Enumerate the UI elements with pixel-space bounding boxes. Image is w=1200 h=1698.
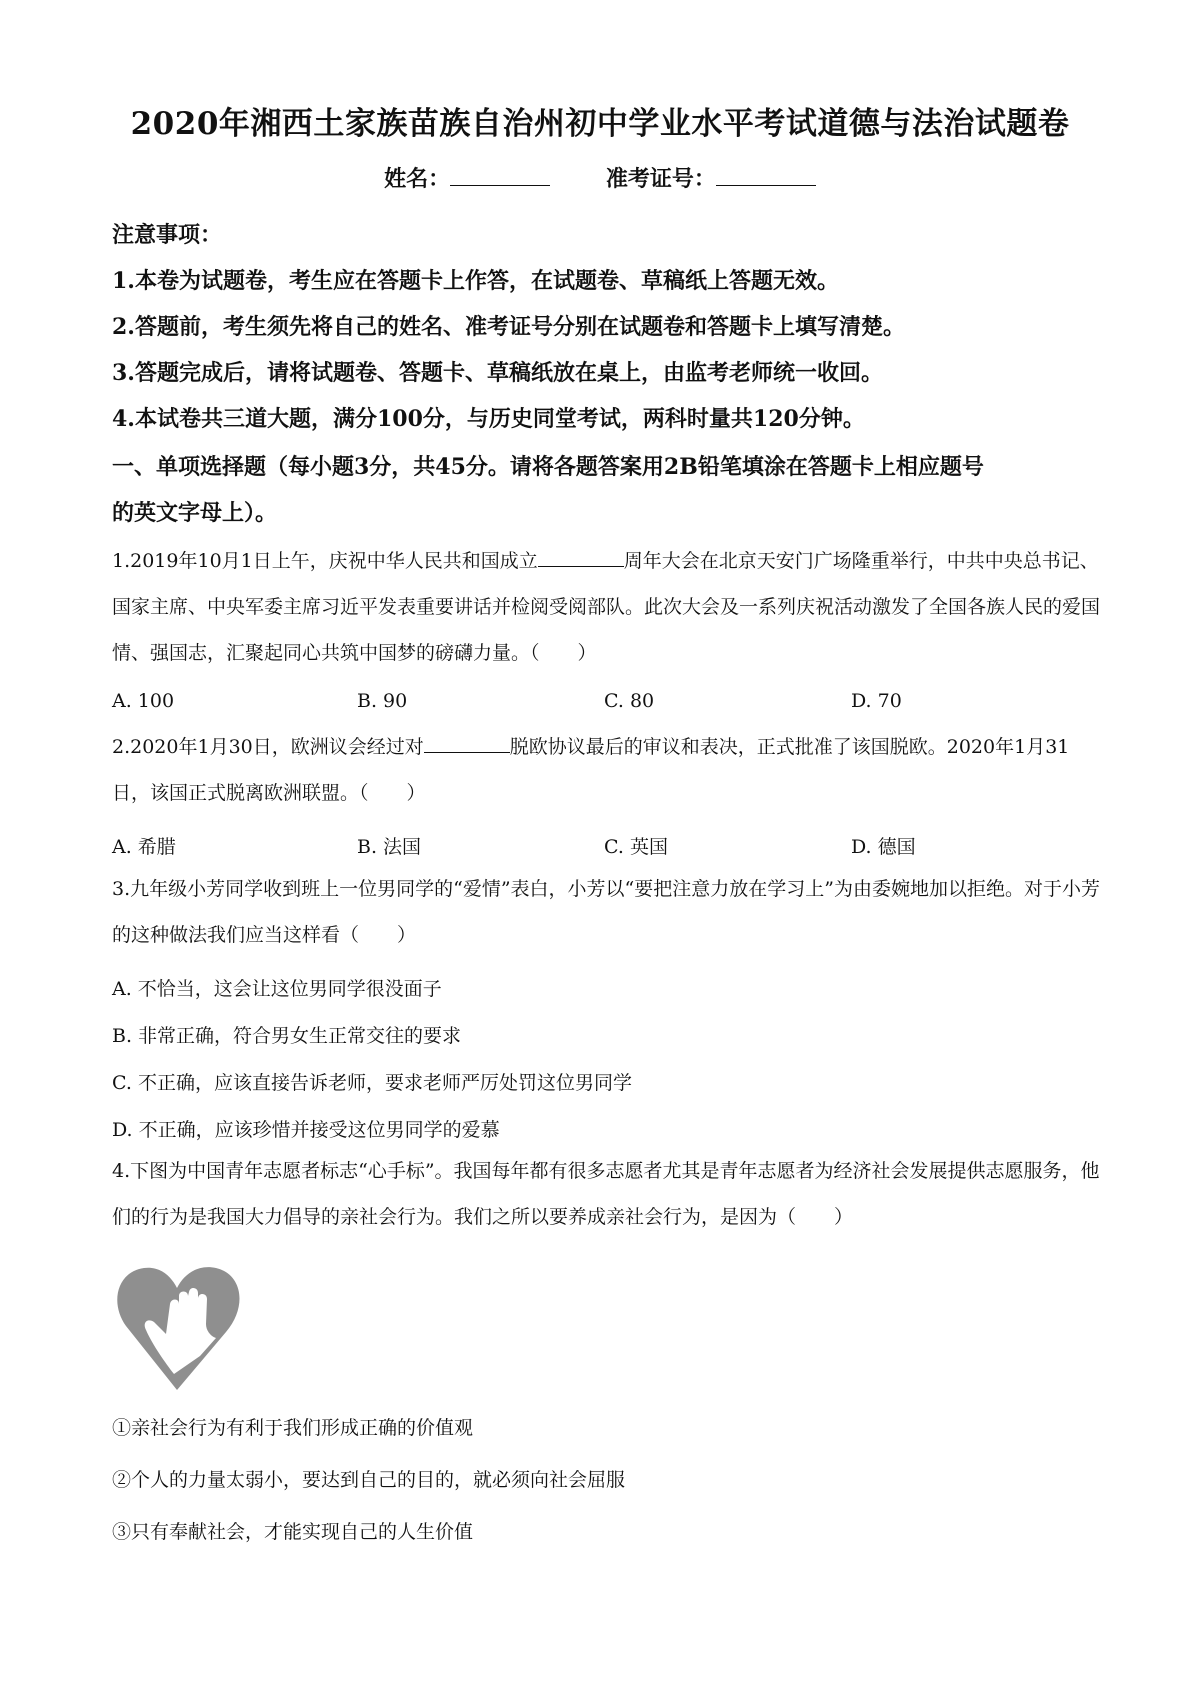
q3-option-c: C. 不正确，应该直接告诉老师，要求老师严厉处罚这位男同学: [112, 1072, 632, 1094]
q4-statement-1: ①亲社会行为有利于我们形成正确的价值观: [112, 1417, 474, 1439]
q1-blank: [538, 548, 624, 567]
q4-statement-3: ③只有奉献社会，才能实现自己的人生价值: [112, 1521, 474, 1543]
page-title: 2020年湘西土家族苗族自治州初中学业水平考试道德与法治试题卷: [130, 106, 1070, 142]
heart-hand-logo-icon: [108, 1256, 246, 1396]
q1-options: [112, 690, 1102, 720]
question-2: [112, 724, 1102, 816]
name-label: 姓名：: [384, 166, 451, 192]
q2-option-d: D. 德国: [851, 836, 916, 858]
q2-text-end: 脱欧协议最后的审议和表决，正式批准了该国脱欧。2020年1月31日，该国正式脱离欧洲联盟。（ ）: [112, 736, 1070, 804]
q1-option-c: C. 80: [604, 690, 655, 712]
q2-blank: [424, 734, 510, 753]
q4-statement-2: ②个人的力量太弱小，要达到自己的目的，就必须向社会屈服: [112, 1469, 626, 1491]
note-item: 4.本试卷共三道大题，满分100分，与历史同堂考试，两科时量共120分钟。: [112, 406, 865, 432]
name-blank: [450, 165, 550, 186]
q3-option-a: A. 不恰当，这会让这位男同学很没面子: [112, 978, 442, 1000]
q3-option-d: D. 不正确，应该珍惜并接受这位男同学的爱慕: [112, 1119, 500, 1141]
q1-text-start: 1.2019年10月1日上午，庆祝中华人民共和国成立: [112, 550, 538, 572]
question-1: [112, 538, 1102, 676]
id-blank: [716, 165, 816, 186]
question-3: 3.九年级小芳同学收到班上一位男同学的“爱情”表白，小芳以“要把注意力放在学习上”为由委婉地加以拒绝。对于小芳的这种做法我们应当这样看（ ）: [112, 878, 1100, 946]
q2-option-c: C. 英国: [604, 836, 668, 858]
note-item: 3.答题完成后，请将试题卷、答题卡、草稿纸放在桌上，由监考老师统一收回。: [112, 360, 883, 386]
question-4: 4.下图为中国青年志愿者标志“心手标”。我国每年都有很多志愿者尤其是青年志愿者为经济社会发展提供志愿服务，他们的行为是我国大力倡导的亲社会行为。我们之所以要养成亲社会行为，是因为（ ）: [112, 1160, 1100, 1228]
candidate-info: [0, 162, 1200, 193]
q2-option-a: A. 希腊: [112, 836, 176, 858]
id-label: 准考证号：: [605, 166, 716, 192]
q2-options: [112, 832, 1102, 862]
note-item: 1.本卷为试题卷，考生应在答题卡上作答，在试题卷、草稿纸上答题无效。: [112, 268, 839, 294]
notes-heading: 注意事项：: [112, 222, 223, 248]
section-heading: 一、单项选择题（每小题3分，共45分。请将各题答案用2B铅笔填涂在答题卡上相应题号: [112, 454, 984, 480]
q2-text-start: 2.2020年1月30日，欧洲议会经过对: [112, 736, 424, 758]
q1-option-a: A. 100: [112, 690, 175, 712]
section-heading-cont: 的英文字母上）。: [112, 500, 278, 526]
q1-option-d: D. 70: [851, 690, 902, 712]
q2-option-b: B. 法国: [357, 836, 422, 858]
q3-option-b: B. 非常正确，符合男女生正常交往的要求: [112, 1025, 462, 1047]
q1-text-end: 周年大会在北京天安门广场隆重举行，中共中央总书记、国家主席、中央军委主席习近平发表重要讲话并检阅受阅部队。此次大会及一系列庆祝活动激发了全国各族人民的爱国情、强国志，汇聚起同心共筑中国梦的磅礴力量。（ ）: [112, 550, 1101, 664]
q1-option-b: B. 90: [357, 690, 408, 712]
note-item: 2.答题前，考生须先将自己的姓名、准考证号分别在试题卷和答题卡上填写清楚。: [112, 314, 905, 340]
